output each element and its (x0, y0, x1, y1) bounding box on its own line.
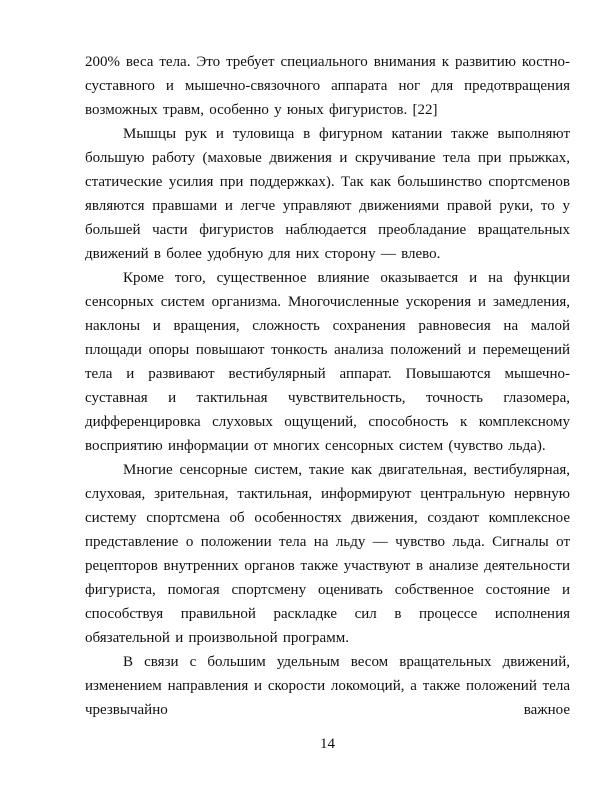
paragraph: Кроме того, существенное влияние оказывается и на функции сенсорных систем организма. Многочисленные ускорения и замедления, наклоны и вращения, сложность сохранения равновесия на малой площади опоры повышают тонкость анализа положений и перемещений тела и развивают вестибулярный аппарат. Повышаются мышечно-суставная и тактильная чувствительность, точность глазомера, дифференцировка слуховых ощущений, способность к комплексному восприятию информации от многих сенсорных систем (чувство льда). (85, 270, 570, 454)
page-number: 14 (320, 736, 335, 752)
paragraph-continuation: 200% веса тела. Это требует специального внимания к развитию костно-суставного и мышечно-связочного аппарата ног для предотвращения возможных травм, особенно у юных фигуристов. [22] (85, 54, 570, 118)
paragraph: Мышцы рук и туловища в фигурном катании также выполняют большую работу (маховые движения и скручивание тела при прыжках, статические усилия при поддержках). Так как большинство спортсменов являются правшами и легче управляют движениями правой руки, то у большей части фигуристов наблюдается преобладание вращательных движений в более удобную для них сторону — влево. (85, 126, 570, 262)
paragraph: Многие сенсорные систем, такие как двигательная, вестибулярная, слуховая, зрительная, тактильная, информируют центральную нервную систему спортсмена об особенностях движения, создают комплексное представление о положении тела на льду — чувство льда. Сигналы от рецепторов внутренних органов также участвуют в анализе деятельности фигуриста, помогая спортсмену оценивать собственное состояние и способствуя правильной раскладке сил в процессе исполнения обязательной и произвольной программ. (85, 462, 570, 646)
document-body (85, 50, 570, 722)
paragraph: В связи с большим удельным весом вращательных движений, изменением направления и скорости локомоций, а также положений тела чрезвычайно важное (85, 654, 570, 718)
